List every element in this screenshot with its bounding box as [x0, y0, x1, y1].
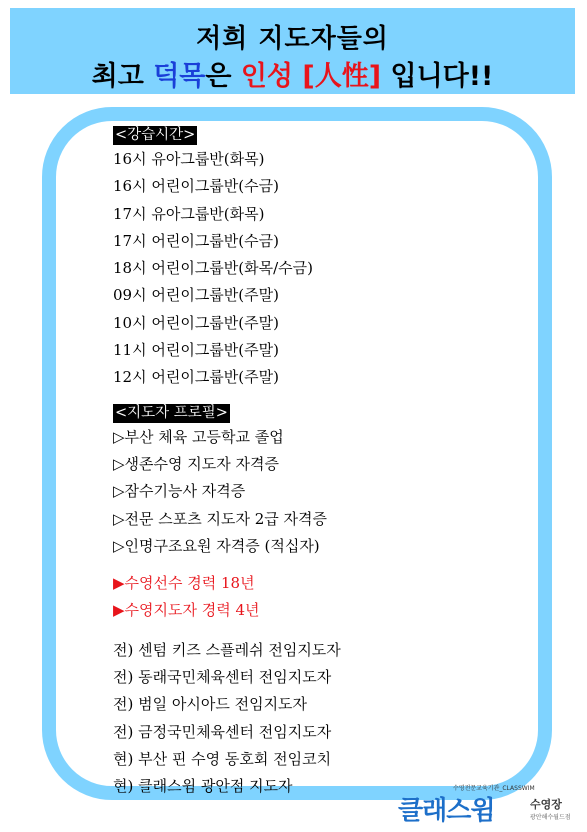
banner-text: 입니다!!: [381, 61, 494, 92]
schedule-item: 12시 어린이그룹반(주말): [113, 368, 279, 387]
content-body: [113, 122, 513, 801]
profile-heading: <지도자 프로필>: [115, 404, 228, 421]
banner-title-line1: 저희 지도자들의: [196, 24, 389, 54]
banner-highlight-character: 인성 [人性]: [240, 61, 382, 92]
logo-branch-label: 광안해수월드점: [530, 814, 571, 821]
history-item: 현) 클래스윔 광안점 지도자: [113, 777, 293, 796]
logo-pool-label: 수영장: [530, 798, 562, 811]
history-item: 현) 부산 핀 수영 동호회 전임코치: [113, 749, 332, 768]
history-item: 전) 금정국민체육센터 전임지도자: [113, 722, 332, 741]
profile-item: ▷전문 스포츠 지도자 2급 자격증: [113, 509, 328, 528]
logo-tagline: 수영전문교육기관_CLASSWIM: [453, 785, 535, 792]
schedule-item: 17시 어린이그룹반(수금): [113, 231, 279, 250]
profile-list: [113, 424, 513, 560]
schedule-item: 18시 어린이그룹반(화목/수금): [113, 259, 314, 278]
schedule-item: 16시 유아그룹반(화목): [113, 150, 265, 168]
banner-text: 최고: [91, 61, 154, 92]
logo-wordmark: 클래스윔: [398, 796, 495, 826]
title-banner: [10, 8, 575, 94]
career-item: ▶수영선수 경력 18년: [113, 574, 255, 593]
history-item: 전) 센텀 키즈 스플레쉬 전임지도자: [113, 640, 341, 659]
history-list: [113, 637, 513, 801]
banner-highlight-virtue: 덕목: [153, 61, 206, 92]
career-item: ▶수영지도자 경력 4년: [113, 601, 260, 620]
profile-item: ▷인명구조요원 자격증 (적십자): [113, 536, 320, 555]
profile-item: ▷부산 체육 고등학교 졸업: [113, 427, 284, 446]
schedule-item: 17시 유아그룹반(화목): [113, 204, 265, 223]
career-list: [113, 570, 513, 625]
schedule-item: 10시 어린이그룹반(주말): [113, 313, 279, 332]
profile-item: ▷생존수영 지도자 자격증: [113, 454, 279, 473]
history-item: 전) 범일 아시아드 전임지도자: [113, 695, 308, 714]
schedule-item: 09시 어린이그룹반(주말): [113, 286, 279, 305]
banner-text: 은: [205, 61, 241, 92]
history-item: 전) 동래국민체육센터 전임지도자: [113, 668, 332, 687]
schedule-heading: <강습시간>: [115, 127, 196, 143]
profile-item: ▷잠수기능사 자격증: [113, 482, 246, 501]
schedule-list: [113, 146, 513, 392]
banner-title-line2: [10, 54, 575, 93]
schedule-item: 11시 어린이그룹반(주말): [113, 341, 279, 360]
schedule-item: 16시 어린이그룹반(수금): [113, 177, 279, 196]
